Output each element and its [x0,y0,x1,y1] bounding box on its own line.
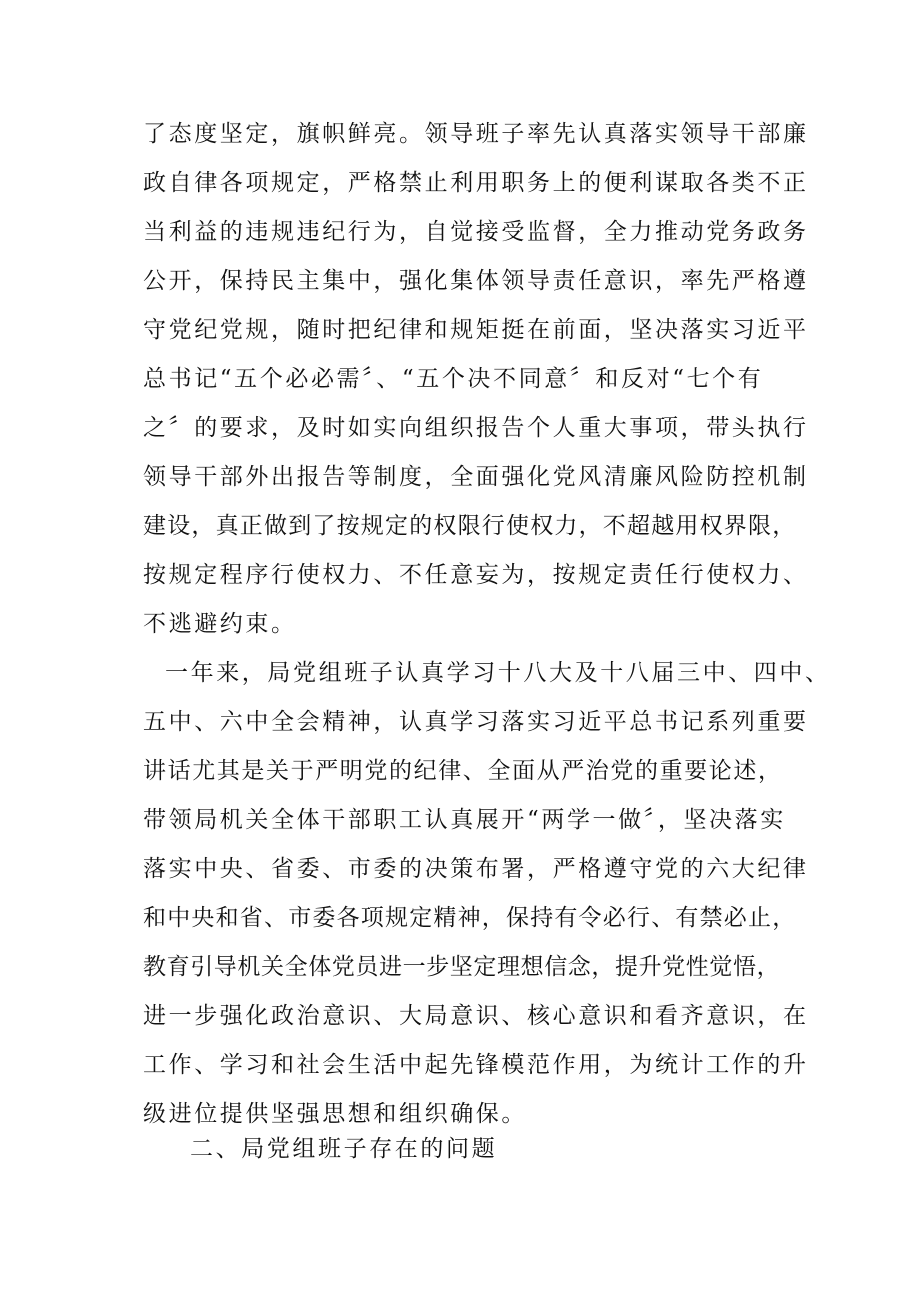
text-line: 和中央和省、市委各项规定精神，保持有令必行、有禁必止， [143,905,797,931]
text-line: 之〞的要求，及时如实向组织报告个人重大事项，带头执行 [143,415,809,441]
section-heading: 二、局党组班子存在的问题 [190,1136,498,1162]
text-line: 按规定程序行使权力、不任意妄为，按规定责任行使权力、 [143,562,809,588]
text-line: 工作、学习和社会生活中起先锋模范作用，为统计工作的升 [143,1052,809,1078]
text-line: 政自律各项规定，严格禁止利用职务上的便利谋取各类不正 [143,170,809,196]
text-line: 建设，真正做到了按规定的权限行使权力，不超越用权界限， [143,513,797,539]
text-line: 五中、六中全会精神，认真学习落实习近平总书记系列重要 [143,709,809,735]
text-line: 公开，保持民主集中，强化集体领导责任意识，率先严格遵 [143,268,809,294]
text-line: 当利益的违规违纪行为，自觉接受监督，全力推动党务政务 [143,219,809,245]
text-line: 了态度坚定，旗帜鲜亮。领导班子率先认真落实领导干部廉 [143,121,809,147]
text-line: 不逃避约束。 [143,611,297,637]
text-line: 总书记“五个必必需〞、“五个决不同意〞和反对“七个有 [143,366,764,392]
text-line: 讲话尤其是关于严明党的纪律、全面从严治党的重要论述， [143,758,783,784]
text-line: 级进位提供坚强思想和组织确保。 [143,1101,527,1127]
text-line: 守党纪党规，随时把纪律和规矩挺在前面，坚决落实习近平 [143,317,809,343]
text-line: 领导干部外出报告等制度，全面强化党风清廉风险防控机制 [143,464,809,490]
text-line: 教育引导机关全体党员进一步坚定理想信念，提升党性觉悟， [143,954,781,980]
text-line: 一年来，局党组班子认真学习十八大及十八届三中、四中、 [165,660,831,686]
text-line: 进一步强化政治意识、大局意识、核心意识和看齐意识，在 [143,1003,809,1029]
text-line: 带领局机关全体干部职工认真展开“两学一做〞，坚决落实 [143,807,786,833]
text-line: 落实中央、省委、市委的决策布署，严格遵守党的六大纪律 [143,856,809,882]
